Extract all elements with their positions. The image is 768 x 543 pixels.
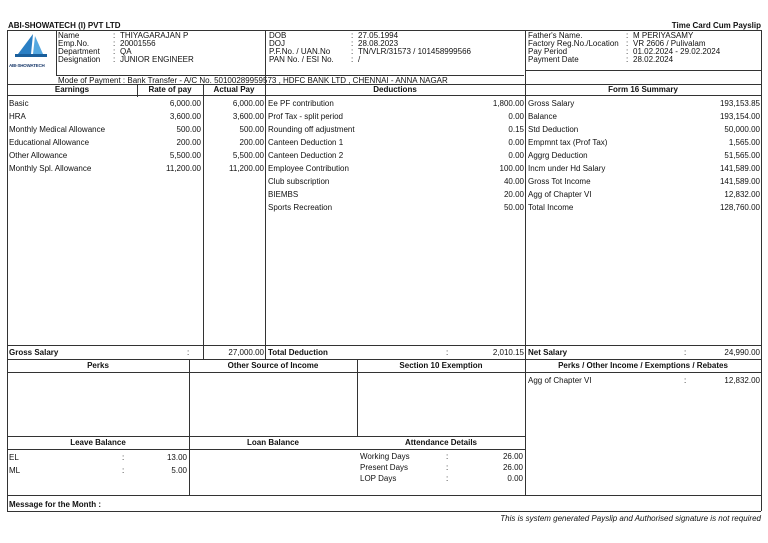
father-colon: : [626, 31, 629, 40]
rebate-amount: 12,832.00 [724, 376, 760, 385]
date-label: DOB [269, 31, 287, 40]
deduction-amount: 40.00 [503, 177, 524, 186]
employee-colon: : [113, 47, 116, 56]
footer-note: This is system generated Payslip and Authorised signature is not required [500, 514, 761, 523]
total-deduction-value: 2,010.15 [492, 348, 524, 357]
attendance-name: Present Days [360, 463, 409, 472]
leave-balance-header: Leave Balance [70, 438, 126, 447]
form16-amount: 1,565.00 [728, 138, 760, 147]
date-label: DOJ [269, 39, 285, 48]
deductions-header: Deductions [373, 85, 417, 94]
father-value: M PERIYASAMY [633, 31, 694, 40]
earning-rate: 11,200.00 [166, 164, 201, 173]
date-colon: : [351, 39, 354, 48]
employee-label: Emp.No. [58, 39, 90, 48]
deduction-name: Sports Recreation [268, 203, 333, 212]
form16-amount: 51,565.00 [724, 151, 760, 160]
form16-header: Form 16 Summary [608, 85, 678, 94]
form16-name: Gross Salary [528, 99, 575, 108]
attendance-colon: : [446, 463, 449, 472]
attendance-value: 26.00 [502, 463, 523, 472]
form16-name: Empmnt tax (Prof Tax) [528, 138, 608, 147]
employee-label: Designation [58, 55, 101, 64]
form16-amount: 128,760.00 [719, 203, 760, 212]
date-label: P.F.No. / UAN.No [269, 47, 331, 56]
leave-name: EL [9, 453, 19, 462]
form16-amount: 50,000.00 [724, 125, 760, 134]
rebate-name: Agg of Chapter VI [528, 376, 592, 385]
employee-label: Department [58, 47, 100, 56]
father-value: 01.02.2024 - 29.02.2024 [633, 47, 721, 56]
leave-colon: : [122, 466, 125, 475]
employee-colon: : [113, 55, 116, 64]
form16-amount: 12,832.00 [724, 190, 760, 199]
gross-salary-label: Gross Salary [9, 348, 59, 357]
date-value: 27.05.1994 [358, 31, 399, 40]
earning-rate: 500.00 [176, 125, 201, 134]
attendance-colon: : [446, 474, 449, 483]
form16-name: Aggrg Deduction [528, 151, 588, 160]
section10-header: Section 10 Exemption [399, 361, 483, 370]
deduction-name: BIEMBS [268, 190, 299, 199]
form16-name: Incm under Hd Salary [528, 164, 606, 173]
message-label: Message for the Month : [9, 500, 102, 509]
date-value: TN/VLR/31573 / 101458999566 [358, 47, 471, 56]
father-colon: : [626, 39, 629, 48]
leave-name: ML [9, 466, 21, 475]
perks-other-header: Perks / Other Income / Exemptions / Rebates [558, 361, 728, 370]
attendance-name: Working Days [360, 452, 410, 461]
earning-rate: 200.00 [176, 138, 201, 147]
deduction-amount: 100.00 [499, 164, 524, 173]
date-label: PAN No. / ESI No. [269, 55, 334, 64]
leave-value: 13.00 [166, 453, 187, 462]
attendance-value: 0.00 [507, 474, 523, 483]
earning-name: Monthly Spl. Allowance [9, 164, 92, 173]
document-title: Time Card Cum Payslip [671, 21, 761, 30]
father-label: Father's Name. [528, 31, 583, 40]
employee-value: THIYAGARAJAN P [120, 31, 189, 40]
earning-name: HRA [9, 112, 26, 121]
earning-actual: 11,200.00 [229, 164, 264, 173]
mode-of-payment: Mode of Payment : Bank Transfer - A/C No. 50100289959573 , HDFC BANK LTD , CHENNAI - ANNA NAGAR [58, 76, 448, 85]
net-colon: : [684, 348, 687, 357]
employee-value: QA [120, 47, 132, 56]
father-value: VR 2606 / Pulivalam [633, 39, 706, 48]
leave-colon: : [122, 453, 125, 462]
deduction-name: Canteen Deduction 2 [268, 151, 344, 160]
earning-actual: 500.00 [239, 125, 264, 134]
earning-rate: 6,000.00 [169, 99, 201, 108]
father-value: 28.02.2024 [633, 55, 674, 64]
deduction-name: Employee Contribution [268, 164, 349, 173]
deduction-name: Rounding off adjustment [268, 125, 355, 134]
employee-value: JUNIOR ENGINEER [120, 55, 194, 64]
deduction-amount: 1,800.00 [492, 99, 524, 108]
father-colon: : [626, 55, 629, 64]
employee-label: Name [58, 31, 80, 40]
gross-colon: : [187, 348, 190, 357]
attendance-value: 26.00 [502, 452, 523, 461]
company-logo [9, 32, 55, 69]
date-colon: : [351, 47, 354, 56]
earnings-header: Earnings [54, 85, 90, 94]
earning-actual: 200.00 [239, 138, 264, 147]
form16-name: Total Income [528, 203, 574, 212]
net-salary-value: 24,990.00 [724, 348, 760, 357]
deduction-colon: : [446, 348, 449, 357]
net-salary-label: Net Salary [528, 348, 568, 357]
father-label: Factory Reg.No./Location [528, 39, 619, 48]
earning-actual: 5,500.00 [232, 151, 264, 160]
attendance-name: LOP Days [360, 474, 397, 483]
total-deduction-label: Total Deduction [268, 348, 328, 357]
attendance-colon: : [446, 452, 449, 461]
other-source-header: Other Source of Income [227, 361, 319, 370]
deduction-name: Club subscription [268, 177, 330, 186]
date-value: 28.08.2023 [358, 39, 399, 48]
earning-actual: 3,600.00 [232, 112, 264, 121]
form16-amount: 141,589.00 [719, 164, 760, 173]
form16-name: Gross Tot Income [528, 177, 591, 186]
form16-amount: 193,153.85 [719, 99, 760, 108]
earning-name: Monthly Medical Allowance [9, 125, 106, 134]
employee-colon: : [113, 31, 116, 40]
deduction-amount: 0.00 [508, 151, 524, 160]
earning-name: Educational Allowance [9, 138, 90, 147]
company-name: ABI-SHOWATECH (I) PVT LTD [8, 21, 121, 30]
logo-wordmark: ABI-SHOWATECH [9, 63, 45, 68]
earning-rate: 3,600.00 [169, 112, 201, 121]
form16-amount: 141,589.00 [719, 177, 760, 186]
earning-name: Other Allowance [9, 151, 68, 160]
form16-name: Agg of Chapter VI [528, 190, 592, 199]
perks-header: Perks [87, 361, 109, 370]
employee-value: 20001556 [120, 39, 156, 48]
date-colon: : [351, 55, 354, 64]
deduction-name: Ee PF contribution [268, 99, 334, 108]
date-value: / [358, 55, 361, 64]
date-colon: : [351, 31, 354, 40]
actual-pay-header: Actual Pay [213, 85, 255, 94]
form16-amount: 193,154.00 [719, 112, 760, 121]
deduction-amount: 0.00 [508, 138, 524, 147]
form16-name: Balance [528, 112, 557, 121]
earning-rate: 5,500.00 [169, 151, 201, 160]
father-colon: : [626, 47, 629, 56]
deduction-amount: 50.00 [503, 203, 524, 212]
deduction-amount: 0.00 [508, 112, 524, 121]
deduction-amount: 0.15 [508, 125, 524, 134]
rebate-colon: : [684, 376, 687, 385]
gross-salary-value: 27,000.00 [228, 348, 264, 357]
earning-actual: 6,000.00 [232, 99, 264, 108]
father-label: Payment Date [528, 55, 579, 64]
leave-value: 5.00 [171, 466, 187, 475]
deduction-amount: 20.00 [503, 190, 524, 199]
father-label: Pay Period [528, 47, 568, 56]
deduction-name: Canteen Deduction 1 [268, 138, 344, 147]
loan-balance-header: Loan Balance [246, 438, 299, 447]
rate-of-pay-header: Rate of pay [148, 85, 192, 94]
earning-name: Basic [9, 99, 29, 108]
employee-colon: : [113, 39, 116, 48]
attendance-header: Attendance Details [404, 438, 478, 447]
form16-name: Std Deduction [528, 125, 579, 134]
deduction-name: Prof Tax - split period [268, 112, 343, 121]
